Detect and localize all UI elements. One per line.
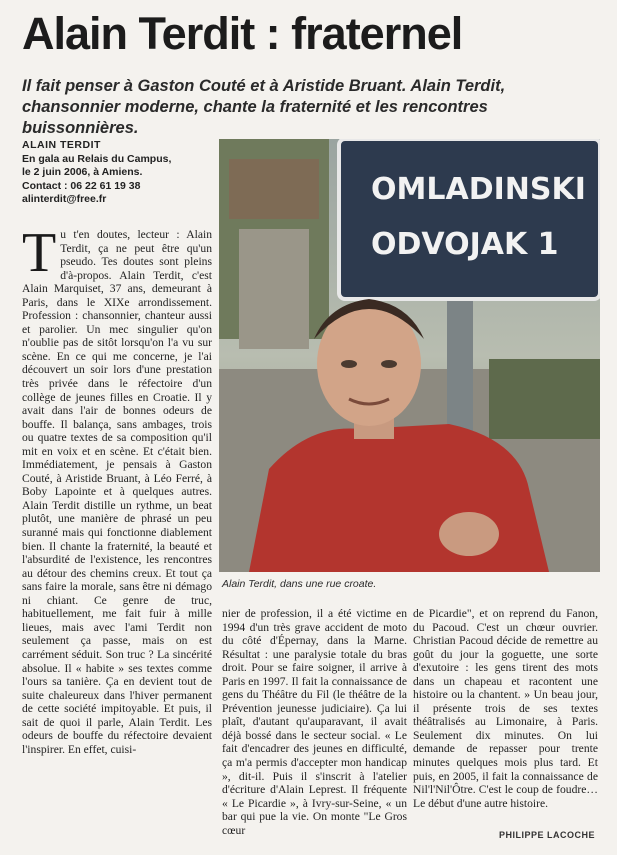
info-email: alinterdit@free.fr [22, 193, 107, 205]
deck: Il fait penser à Gaston Couté et à Aristide Bruant. Alain Terdit, chansonnier moderne, chante la fraternité et les rencontres buissonnières. [22, 77, 506, 137]
photo [219, 139, 600, 572]
info-venue: En gala au Relais du Campus, [22, 152, 172, 165]
sign-text-1: OMLADINSKI [371, 172, 586, 207]
photo-caption: Alain Terdit, dans une rue croate. [222, 578, 377, 590]
body-column-2 [222, 607, 407, 837]
headline: Alain Terdit : fraternel [22, 8, 463, 59]
info-date: le 2 juin 2006, à Amiens. [22, 166, 143, 178]
sign-text-2: ODVOJAK 1 [371, 227, 559, 262]
body-column-1 [22, 222, 212, 756]
info-name: ALAIN TERDIT [22, 139, 101, 151]
info-box [22, 139, 212, 207]
body-text-1: u t'en doutes, lecteur : Alain Terdit, ça ne peut être qu'un pseudo. Tes doutes sont pleins d'à-propos. Alain Terdit, c'est Alain Marquiset, 37 ans, demeurant à Paris, dans le XIXe arrondissement. Profession : chansonnier, chanteur aussi et parolier. Un mec singulier qu'on n'oublie pas de sitôt lorsqu'on l'a vu sur scène. En ce qui me concerne, je l'ai découvert un soir lors d'une prestation très privée dans le réfectoire d'un collège de jeunes filles en Croatie. Il y avait dans l'air de bonnes odeurs de bouffe. Il balança, sans ambages, trois ou quatre textes de sa composition qu'il mit en voix et en scène. Et c'était bien. Immédiatement, je pensais à Gaston Couté, à Aristide Bruant, à Léo Ferré, à Boby Lapointe et à quelques autres. Alain Terdit distille un rythme, un beat plutôt, une manière de phrasé un peu suranné mais qui fonctionne diablement bien. Il chante la fraternité, la beauté et l'absurdité de l'existence, les rencontres au détour des chemins creux. Et tout ça sans faire la morale, sans être ni démago ni chiant. Ce genre de truc, habituellement, me fait fuir à mille lieues, mais avec l'ami Terdit non seulement ça passe, mais on est carrément séduit. Son truc ? La sincérité absolue. Il « habite » ses textes comme l'ours sa tanière. Ça en devient tout de suite chaleureux dans l'hiver permanent de cette société impitoyable. Et puis, il sait de quoi il parle, Alain Terdit. Les odeurs de bouffe du réfectoire devaient l'inspirer. En effet, cuisi- [22, 228, 212, 756]
body-text-2: nier de profession, il a été victime en 1994 d'un très grave accident de moto du côté d'Épernay, dans la Marne. Résultat : une paralysie totale du bras droit. Pour se faire soigner, il arrive à Paris en 1997. Il fait la connaissance de gens du Théâtre du Fil (le théâtre de la Prévention jeunesse judiciaire). Ça lui plaît, d'autant qu'auparavant, il avait déjà bossé dans le secteur social. « Le fait d'encadrer des jeunes en difficulté, ça m'a permis d'accepter mon handicap », dit-il. Puis il s'inscrit à l'atelier d'écriture d'Alain Leprest. Il fréquente « Le Picardie », à Ivry-sur-Seine, « un bar qui pue la vie. On monte "Le Gros cœur [222, 607, 407, 837]
byline: PHILIPPE LACOCHE [498, 830, 595, 840]
info-contact: Contact : 06 22 61 19 38 [22, 179, 141, 192]
drop-cap: T [22, 222, 57, 284]
body-text-3: de Picardie", et on reprend du Fanon, du Pacoud. C'est un chœur ouvrier. Christian Pacoud décide de remettre au goût du jour la goguette, une sorte d'exutoire : les gens tirent des mots dans un chapeau et racontent une histoire ou la chantent. » Un beau jour, il présente trois de ses textes théâtralisés au Limonaire, à Paris. Seulement dix minutes. On lui demande de repasser pour trente minutes quelques mois plus tard. Et puis, en 2005, il fait la connaissance de Nil'l'Nil'Ôtre. C'est le coup de foudre… Le début d'une autre histoire. [413, 607, 598, 810]
photo-illustration [219, 139, 600, 572]
body-column-3 [413, 607, 598, 810]
